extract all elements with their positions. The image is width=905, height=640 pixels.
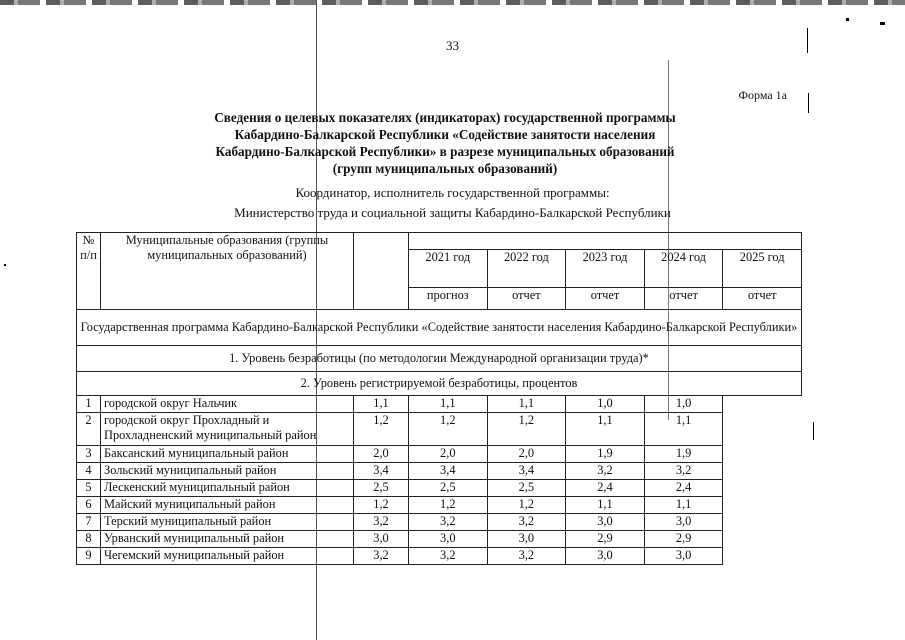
header-period-cell [409, 233, 802, 250]
form-label: Форма 1а [738, 88, 787, 102]
value-2025: 1,1 [644, 497, 723, 514]
page-number: 33 [446, 38, 459, 53]
table-row [77, 463, 802, 480]
value-2021: 3,2 [354, 548, 409, 565]
value-2024: 3,2 [566, 463, 645, 480]
program-name: Государственная программа Кабардино-Балкарской Республики «Содействие занятости населения Кабардино-Балкарской Республики» [77, 310, 802, 346]
scan-speck [880, 22, 885, 25]
table-row [77, 480, 802, 497]
value-2022: 3,4 [409, 463, 488, 480]
header-municipality: Муниципальные образования (группы муниципальных образований) [101, 233, 354, 310]
program-row [77, 310, 802, 346]
table-row [77, 413, 802, 446]
value-2025: 1,0 [644, 396, 723, 413]
section-2-title: 2. Уровень регистрируемой безработицы, процентов [77, 372, 802, 396]
indicators-table [76, 232, 802, 565]
value-2021: 3,0 [354, 531, 409, 548]
table-row [77, 446, 802, 463]
scan-edge-artifact [0, 0, 905, 5]
scan-speck [846, 18, 849, 21]
value-2025: 3,0 [644, 514, 723, 531]
value-2021: 1,2 [354, 497, 409, 514]
value-2023: 3,0 [487, 531, 566, 548]
row-num: 4 [77, 463, 101, 480]
value-2021: 3,4 [354, 463, 409, 480]
header-year: 2022 год [487, 250, 566, 288]
section-row [77, 372, 802, 396]
row-municipality: городской округ Нальчик [101, 396, 354, 413]
scan-speck [813, 422, 814, 440]
value-2021: 1,1 [354, 396, 409, 413]
value-2021: 2,0 [354, 446, 409, 463]
row-municipality: Лескенский муниципальный район [101, 480, 354, 497]
value-2023: 1,2 [487, 413, 566, 446]
value-2023: 3,2 [487, 548, 566, 565]
header-status: прогноз [409, 288, 488, 310]
value-2025: 2,9 [644, 531, 723, 548]
value-2024: 1,0 [566, 396, 645, 413]
value-2022: 1,2 [409, 497, 488, 514]
value-2024: 1,9 [566, 446, 645, 463]
title-line: Сведения о целевых показателях (индикаторах) государственной программы [214, 110, 676, 125]
value-2022: 1,2 [409, 413, 488, 446]
row-num: 8 [77, 531, 101, 548]
table-row [77, 548, 802, 565]
header-status: отчет [566, 288, 645, 310]
row-municipality: городской округ Прохладный и Прохладненский муниципальный район [101, 413, 354, 446]
value-2023: 3,4 [487, 463, 566, 480]
row-municipality: Зольский муниципальный район [101, 463, 354, 480]
header-year: 2024 год [644, 250, 723, 288]
value-2025: 3,0 [644, 548, 723, 565]
value-2025: 3,2 [644, 463, 723, 480]
table-row [77, 396, 802, 413]
header-num: № п/п [77, 233, 101, 310]
value-2021: 3,2 [354, 514, 409, 531]
scan-speck [4, 264, 6, 266]
title-line: Кабардино-Балкарской Республики» в разрезе муниципальных образований [215, 144, 675, 159]
value-2023: 2,5 [487, 480, 566, 497]
header-blank-cell [354, 233, 409, 310]
value-2021: 2,5 [354, 480, 409, 497]
row-num: 3 [77, 446, 101, 463]
value-2022: 3,2 [409, 514, 488, 531]
row-num: 7 [77, 514, 101, 531]
value-2024: 2,4 [566, 480, 645, 497]
value-2022: 1,1 [409, 396, 488, 413]
value-2021: 1,2 [354, 413, 409, 446]
header-year: 2025 год [723, 250, 802, 288]
header-status: отчет [487, 288, 566, 310]
value-2024: 3,0 [566, 548, 645, 565]
value-2024: 3,0 [566, 514, 645, 531]
value-2023: 2,0 [487, 446, 566, 463]
value-2025: 1,9 [644, 446, 723, 463]
scan-speck [808, 93, 809, 113]
row-num: 9 [77, 548, 101, 565]
value-2024: 1,1 [566, 497, 645, 514]
row-num: 2 [77, 413, 101, 446]
row-num: 5 [77, 480, 101, 497]
value-2025: 2,4 [644, 480, 723, 497]
section-row [77, 346, 802, 372]
value-2022: 2,0 [409, 446, 488, 463]
title-line: (групп муниципальных образований) [332, 161, 558, 176]
value-2023: 1,1 [487, 396, 566, 413]
row-municipality: Чегемский муниципальный район [101, 548, 354, 565]
coordinator-label: Координатор, исполнитель государственной программы: [295, 185, 610, 200]
header-year: 2021 год [409, 250, 488, 288]
value-2024: 1,1 [566, 413, 645, 446]
coordinator-name: Министерство труда и социальной защиты Кабардино-Балкарской Республики [234, 205, 671, 220]
row-num: 1 [77, 396, 101, 413]
table-row [77, 531, 802, 548]
row-municipality: Урванский муниципальный район [101, 531, 354, 548]
section-1-title: 1. Уровень безработицы (по методологии Международной организации труда)* [77, 346, 802, 372]
value-2025: 1,1 [644, 413, 723, 446]
value-2024: 2,9 [566, 531, 645, 548]
header-status: отчет [644, 288, 723, 310]
title-line: Кабардино-Балкарской Республики «Содействие занятости населения [234, 127, 656, 142]
row-municipality: Терский муниципальный район [101, 514, 354, 531]
table-row [77, 497, 802, 514]
value-2022: 3,0 [409, 531, 488, 548]
value-2023: 1,2 [487, 497, 566, 514]
header-year: 2023 год [566, 250, 645, 288]
header-status: отчет [723, 288, 802, 310]
document-title [150, 109, 740, 177]
row-num: 6 [77, 497, 101, 514]
value-2022: 2,5 [409, 480, 488, 497]
table-row [77, 514, 802, 531]
row-municipality: Баксанский муниципальный район [101, 446, 354, 463]
value-2022: 3,2 [409, 548, 488, 565]
value-2023: 3,2 [487, 514, 566, 531]
table-header-row [77, 233, 802, 250]
row-municipality: Майский муниципальный район [101, 497, 354, 514]
